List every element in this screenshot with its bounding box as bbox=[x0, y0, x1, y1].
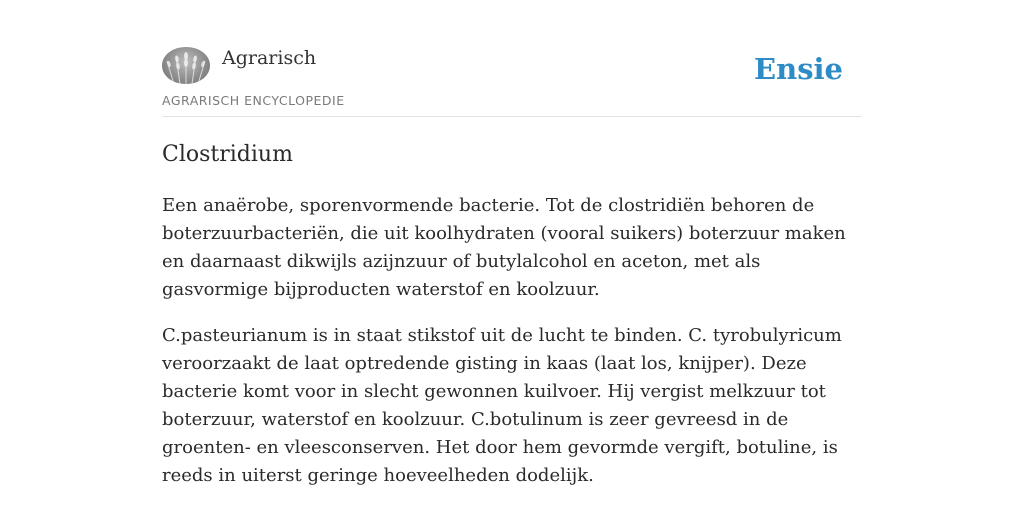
wheat-icon bbox=[162, 47, 210, 84]
brand-logo[interactable]: Ensie bbox=[754, 52, 843, 86]
article-title: Clostridium bbox=[162, 142, 293, 167]
article-paragraph-1: Een anaërobe, sporenvormende bacterie. Tot de clostridiën behoren de boterzuurbacteriën, die uit koolhydraten (vooral suikers) boterzuur maken en daarnaast dikwijls azijnzuur of butylalcohol en aceton, met als gasvormige bijproducten waterstof en koolzuur. bbox=[162, 195, 846, 300]
article-paragraph-2: C.pasteurianum is in staat stikstof uit de lucht te binden. C. tyrobulyricum veroorzaakt de laat optredende gisting in kaas (laat los, knijper). Deze bacterie komt voor in slecht gewonnen kuilvoer. Hij vergist melkzuur tot boterzuur, waterstof en koolzuur. C.botulinum is zeer gevreesd in de groenten- en vleesconserven. Het door hem gevormde vergift, botuline, is reeds in uiterst geringe hoeveelheden dodelijk. bbox=[162, 325, 842, 486]
source-name[interactable]: Agrarisch bbox=[222, 47, 317, 69]
source-avatar[interactable] bbox=[162, 47, 210, 84]
article-body bbox=[162, 192, 862, 508]
page-header bbox=[162, 45, 862, 117]
source-subtitle: AGRARISCH ENCYCLOPEDIE bbox=[162, 93, 345, 108]
